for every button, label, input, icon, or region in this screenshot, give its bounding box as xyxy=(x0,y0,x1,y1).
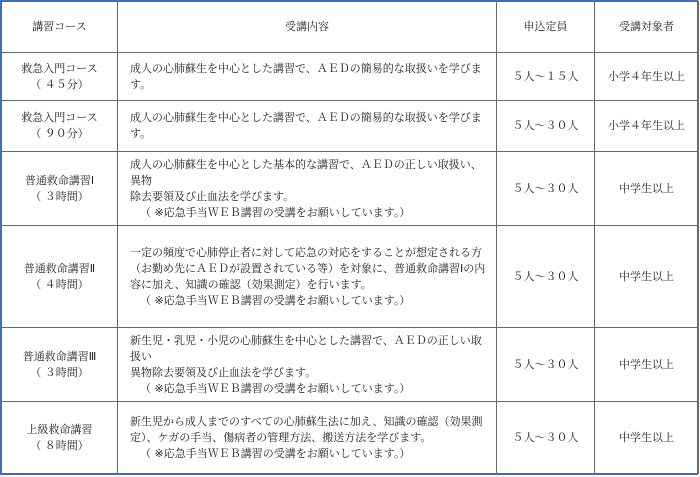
course-duration: （ ４５分） xyxy=(30,77,89,91)
content-text: 成人の心肺蘇生を中心とした基本的な講習で、ＡＥＤの正しい取扱い、異物 xyxy=(130,157,482,187)
capacity-cell: ５人～３０人 xyxy=(497,152,595,226)
course-name-cell xyxy=(2,152,118,226)
content-text: 成人の心肺蘇生を中心とした講習で、ＡＥＤの簡易的な取扱いを学びます。 xyxy=(130,61,482,91)
target-cell: 小学４年生以上 xyxy=(595,101,699,152)
course-name: 救急入門コース xyxy=(21,61,98,75)
web-course-note: （ ※応急手当ＷＥＢ講習の受講をお願いしています。） xyxy=(140,205,411,219)
content-text: 成人の心肺蘇生を中心とした講習で、ＡＥＤの簡易的な取扱いを学びます。 xyxy=(130,111,482,140)
capacity-cell: ５人～３０人 xyxy=(497,402,595,474)
web-course-note: （ ※応急手当ＷＥＢ講習の受講をお願いしています。） xyxy=(140,381,411,395)
course-name-cell xyxy=(2,101,118,152)
course-name-cell xyxy=(2,53,118,101)
course-duration: （ ４時間） xyxy=(30,277,89,291)
course-name: 救急入門コース xyxy=(21,111,98,124)
target-cell: 小学４年生以上 xyxy=(595,53,699,101)
course-name: 普通救命講習Ⅱ xyxy=(23,261,96,275)
content-text: 除去要領及び止血法を学びます。 xyxy=(130,189,295,203)
header-row xyxy=(2,2,699,53)
course-duration: （ ９０分） xyxy=(30,127,89,140)
capacity-cell: ５人～３０人 xyxy=(497,226,595,328)
content-cell xyxy=(118,328,497,402)
capacity-cell: ５人～１５人 xyxy=(497,53,595,101)
header-course: 講習コース xyxy=(2,2,118,53)
content-cell xyxy=(118,152,497,226)
course-duration: （ ３時間） xyxy=(30,365,89,379)
content-text: 新生児から成人までのすべての心肺蘇生法に加え、知識の確認（効果測 xyxy=(130,414,483,428)
table-row xyxy=(2,226,699,328)
content-text: 一定の頻度で心肺停止者に対して応急の対応をすることが想定される方 xyxy=(130,245,482,259)
course-table xyxy=(1,1,699,474)
course-name: 普通救命講習Ⅰ xyxy=(24,173,95,187)
capacity-cell: ５人～３０人 xyxy=(497,101,595,152)
web-course-note: （ ※応急手当ＷＥＢ講習の受講をお願いしています。） xyxy=(140,446,411,460)
course-duration: （ ８時間） xyxy=(30,438,89,452)
target-cell: 中学生以上 xyxy=(595,328,699,402)
course-name: 上級救命講習 xyxy=(26,422,93,436)
table-row xyxy=(2,101,699,152)
content-text: 容に加え、知識の確認（効果測定）を行います。 xyxy=(130,277,372,291)
content-cell xyxy=(118,101,497,152)
table-row xyxy=(2,402,699,474)
target-cell: 中学生以上 xyxy=(595,152,699,226)
content-text: （お勤め先にＡＥＤが設置されている等）を対象に、普通救命講習Ⅰの内 xyxy=(130,261,486,275)
capacity-cell: ５人～３０人 xyxy=(497,328,595,402)
table-row xyxy=(2,53,699,101)
course-name-cell xyxy=(2,328,118,402)
course-name-cell xyxy=(2,226,118,328)
content-cell xyxy=(118,402,497,474)
header-target: 受講対象者 xyxy=(595,2,699,53)
header-content: 受講内容 xyxy=(118,2,497,53)
header-capacity: 申込定員 xyxy=(497,2,595,53)
content-text: 新生児・乳児・小児の心肺蘇生を中心とした講習で、ＡＥＤの正しい取扱い xyxy=(130,333,482,363)
content-text: 異物除去要領及び止血法を学びます。 xyxy=(130,365,317,379)
course-duration: （ ３時間） xyxy=(30,189,89,203)
target-cell: 中学生以上 xyxy=(595,402,699,474)
course-name: 普通救命講習Ⅲ xyxy=(22,349,97,363)
target-cell: 中学生以上 xyxy=(595,226,699,328)
table-row xyxy=(2,328,699,402)
web-course-note: （ ※応急手当ＷＥＢ講習の受講をお願いしています。） xyxy=(140,293,411,307)
content-text: 定）、ケガの手当、傷病者の管理方法、搬送方法を学びます。 xyxy=(130,430,432,444)
content-cell xyxy=(118,53,497,101)
course-name-cell xyxy=(2,402,118,474)
table-row xyxy=(2,152,699,226)
content-cell xyxy=(118,226,497,328)
